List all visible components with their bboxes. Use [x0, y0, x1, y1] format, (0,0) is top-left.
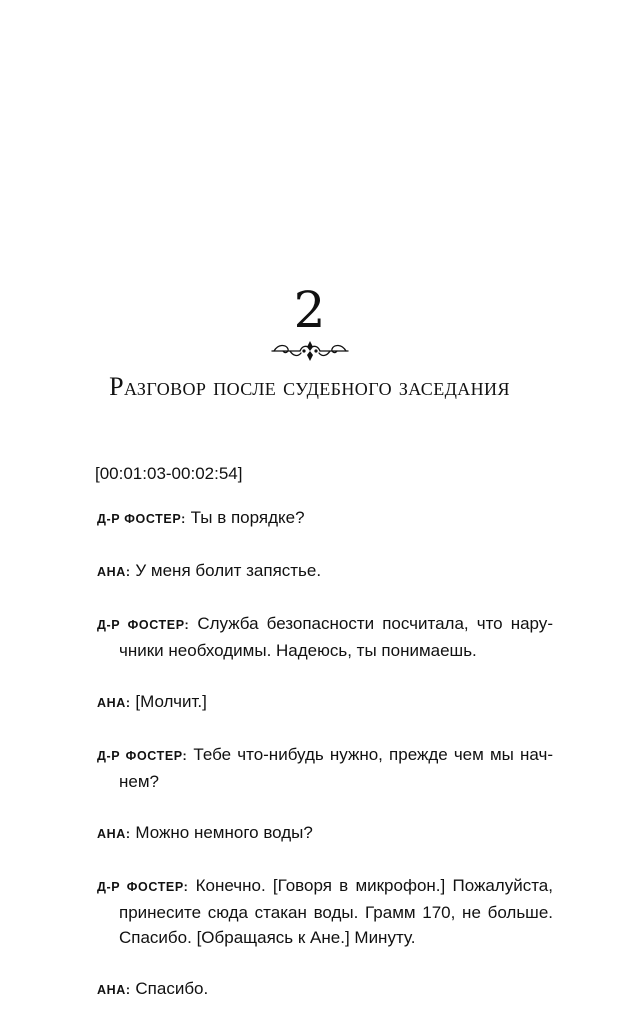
speaker-label: АНА: — [97, 827, 131, 841]
dialogue-line — [97, 742, 553, 794]
dialogue-text: Тебе что-нибудь нужно, прежде чем мы начнем? — [119, 745, 553, 791]
dialogue-line — [97, 611, 553, 663]
dialogue-line — [97, 689, 553, 716]
dialogue-line — [97, 976, 553, 1003]
dialogue-line — [97, 873, 553, 950]
chapter-number: 2 — [293, 281, 326, 339]
speaker-label: Д-Р ФОСТЕР: — [97, 618, 190, 632]
speaker-label: Д-Р ФОСТЕР: — [97, 749, 188, 763]
dialogue-line — [97, 558, 553, 585]
dialogue-text: Конечно. [Говоря в микрофон.] Пожалуйста, принесите сюда стакан воды. Грамм 170, не больше. Спасибо. [Обращаясь к Ане.] Минуту. — [119, 876, 553, 947]
dialogue-text: Можно немного воды? — [135, 823, 313, 842]
dialogue-text: Ты в порядке? — [190, 508, 305, 527]
dialogue-text: [Молчит.] — [135, 692, 207, 711]
dialogue-line — [97, 820, 553, 847]
dialogue — [97, 505, 553, 1029]
dialogue-text: Спасибо. — [135, 979, 209, 998]
speaker-label: Д-Р ФОСТЕР: — [97, 880, 189, 894]
speaker-label: АНА: — [97, 983, 131, 997]
timestamp: [00:01:03-00:02:54] — [95, 464, 243, 483]
dialogue-line — [97, 505, 553, 532]
speaker-label: АНА: — [97, 696, 131, 710]
ornament-divider-icon — [268, 338, 352, 364]
chapter-title: Разговор после судебного заседания — [109, 372, 510, 401]
speaker-label: АНА: — [97, 565, 131, 579]
speaker-label: Д-Р ФОСТЕР: — [97, 512, 186, 526]
dialogue-text: Служба безопасности посчитала, что наручники необходимы. Надеюсь, ты понимаешь. — [119, 614, 553, 660]
dialogue-text: У меня болит запястье. — [135, 561, 322, 580]
